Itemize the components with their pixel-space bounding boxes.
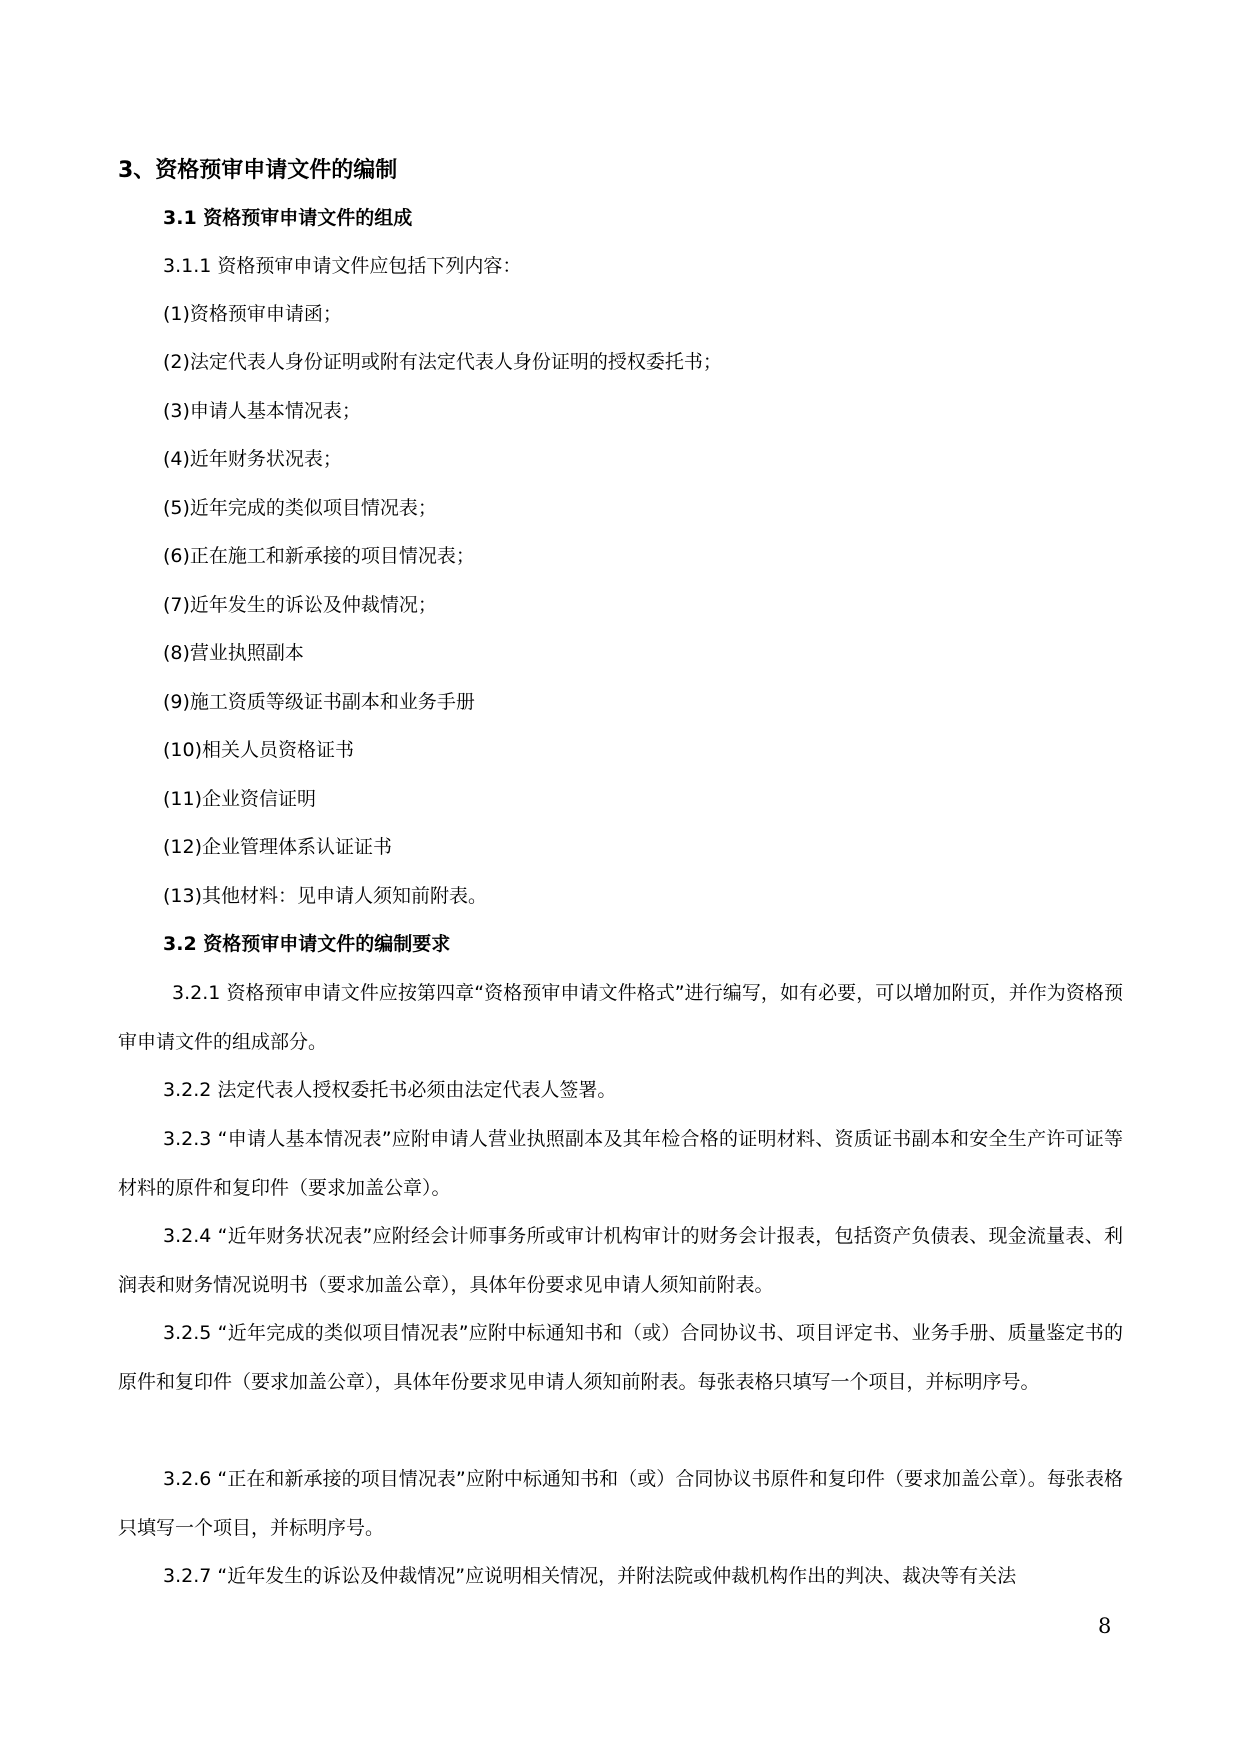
list-item: (12)企业管理体系认证证书 — [163, 836, 393, 858]
list-item: (1)资格预审申请函； — [163, 303, 342, 325]
list-item: (7)近年发生的诉讼及仲裁情况； — [163, 594, 437, 616]
paragraph-3-2-2: 3.2.2 法定代表人授权委托书必须由法定代表人签署。 — [163, 1079, 617, 1101]
subsection-title-3-2: 3.2 资格预审申请文件的编制要求 — [163, 933, 451, 955]
subsection-intro: 3.1.1 资格预审申请文件应包括下列内容： — [163, 255, 522, 277]
paragraph-3-2-4: 3.2.4 “近年财务状况表”应附经会计师事务所或审计机构审计的财务会计报表，包括资产负债表、现金流量表、利润表和财务情况说明书（要求加盖公章），具体年份要求见申请人须知前附表。 — [118, 1225, 1123, 1296]
page-number: 8 — [1098, 1614, 1112, 1638]
section-title: 3、资格预审申请文件的编制 — [118, 158, 398, 183]
list-item: (13)其他材料：见申请人须知前附表。 — [163, 885, 488, 907]
paragraph-3-2-1: 3.2.1 资格预审申请文件应按第四章“资格预审申请文件格式”进行编写，如有必要，可以增加附页，并作为资格预审申请文件的组成部分。 — [118, 982, 1123, 1053]
list-item: (11)企业资信证明 — [163, 788, 317, 810]
paragraph-3-2-7: 3.2.7 “近年发生的诉讼及仲裁情况”应说明相关情况，并附法院或仲裁机构作出的判决、裁决等有关法 — [163, 1565, 1017, 1587]
subsection-title-3-1: 3.1 资格预审申请文件的组成 — [163, 207, 413, 229]
paragraph-3-2-5: 3.2.5 “近年完成的类似项目情况表”应附中标通知书和（或）合同协议书、项目评定书、业务手册、质量鉴定书的原件和复印件（要求加盖公章），具体年份要求见申请人须知前附表。每张表格只填写一个项目，并标明序号。 — [118, 1322, 1123, 1393]
paragraph-3-2-3: 3.2.3 “申请人基本情况表”应附申请人营业执照副本及其年检合格的证明材料、资质证书副本和安全生产许可证等材料的原件和复印件（要求加盖公章）。 — [118, 1128, 1123, 1199]
paragraph-3-2-6: 3.2.6 “正在和新承接的项目情况表”应附中标通知书和（或）合同协议书原件和复印件（要求加盖公章）。每张表格只填写一个项目，并标明序号。 — [118, 1468, 1123, 1539]
list-item: (8)营业执照副本 — [163, 642, 304, 664]
list-item: (4)近年财务状况表； — [163, 448, 342, 470]
list-item: (2)法定代表人身份证明或附有法定代表人身份证明的授权委托书； — [163, 351, 722, 373]
list-item: (9)施工资质等级证书副本和业务手册 — [163, 691, 475, 713]
list-item: (5)近年完成的类似项目情况表； — [163, 497, 437, 519]
list-item: (6)正在施工和新承接的项目情况表； — [163, 545, 475, 567]
list-item: (3)申请人基本情况表； — [163, 400, 361, 422]
list-item: (10)相关人员资格证书 — [163, 739, 355, 761]
